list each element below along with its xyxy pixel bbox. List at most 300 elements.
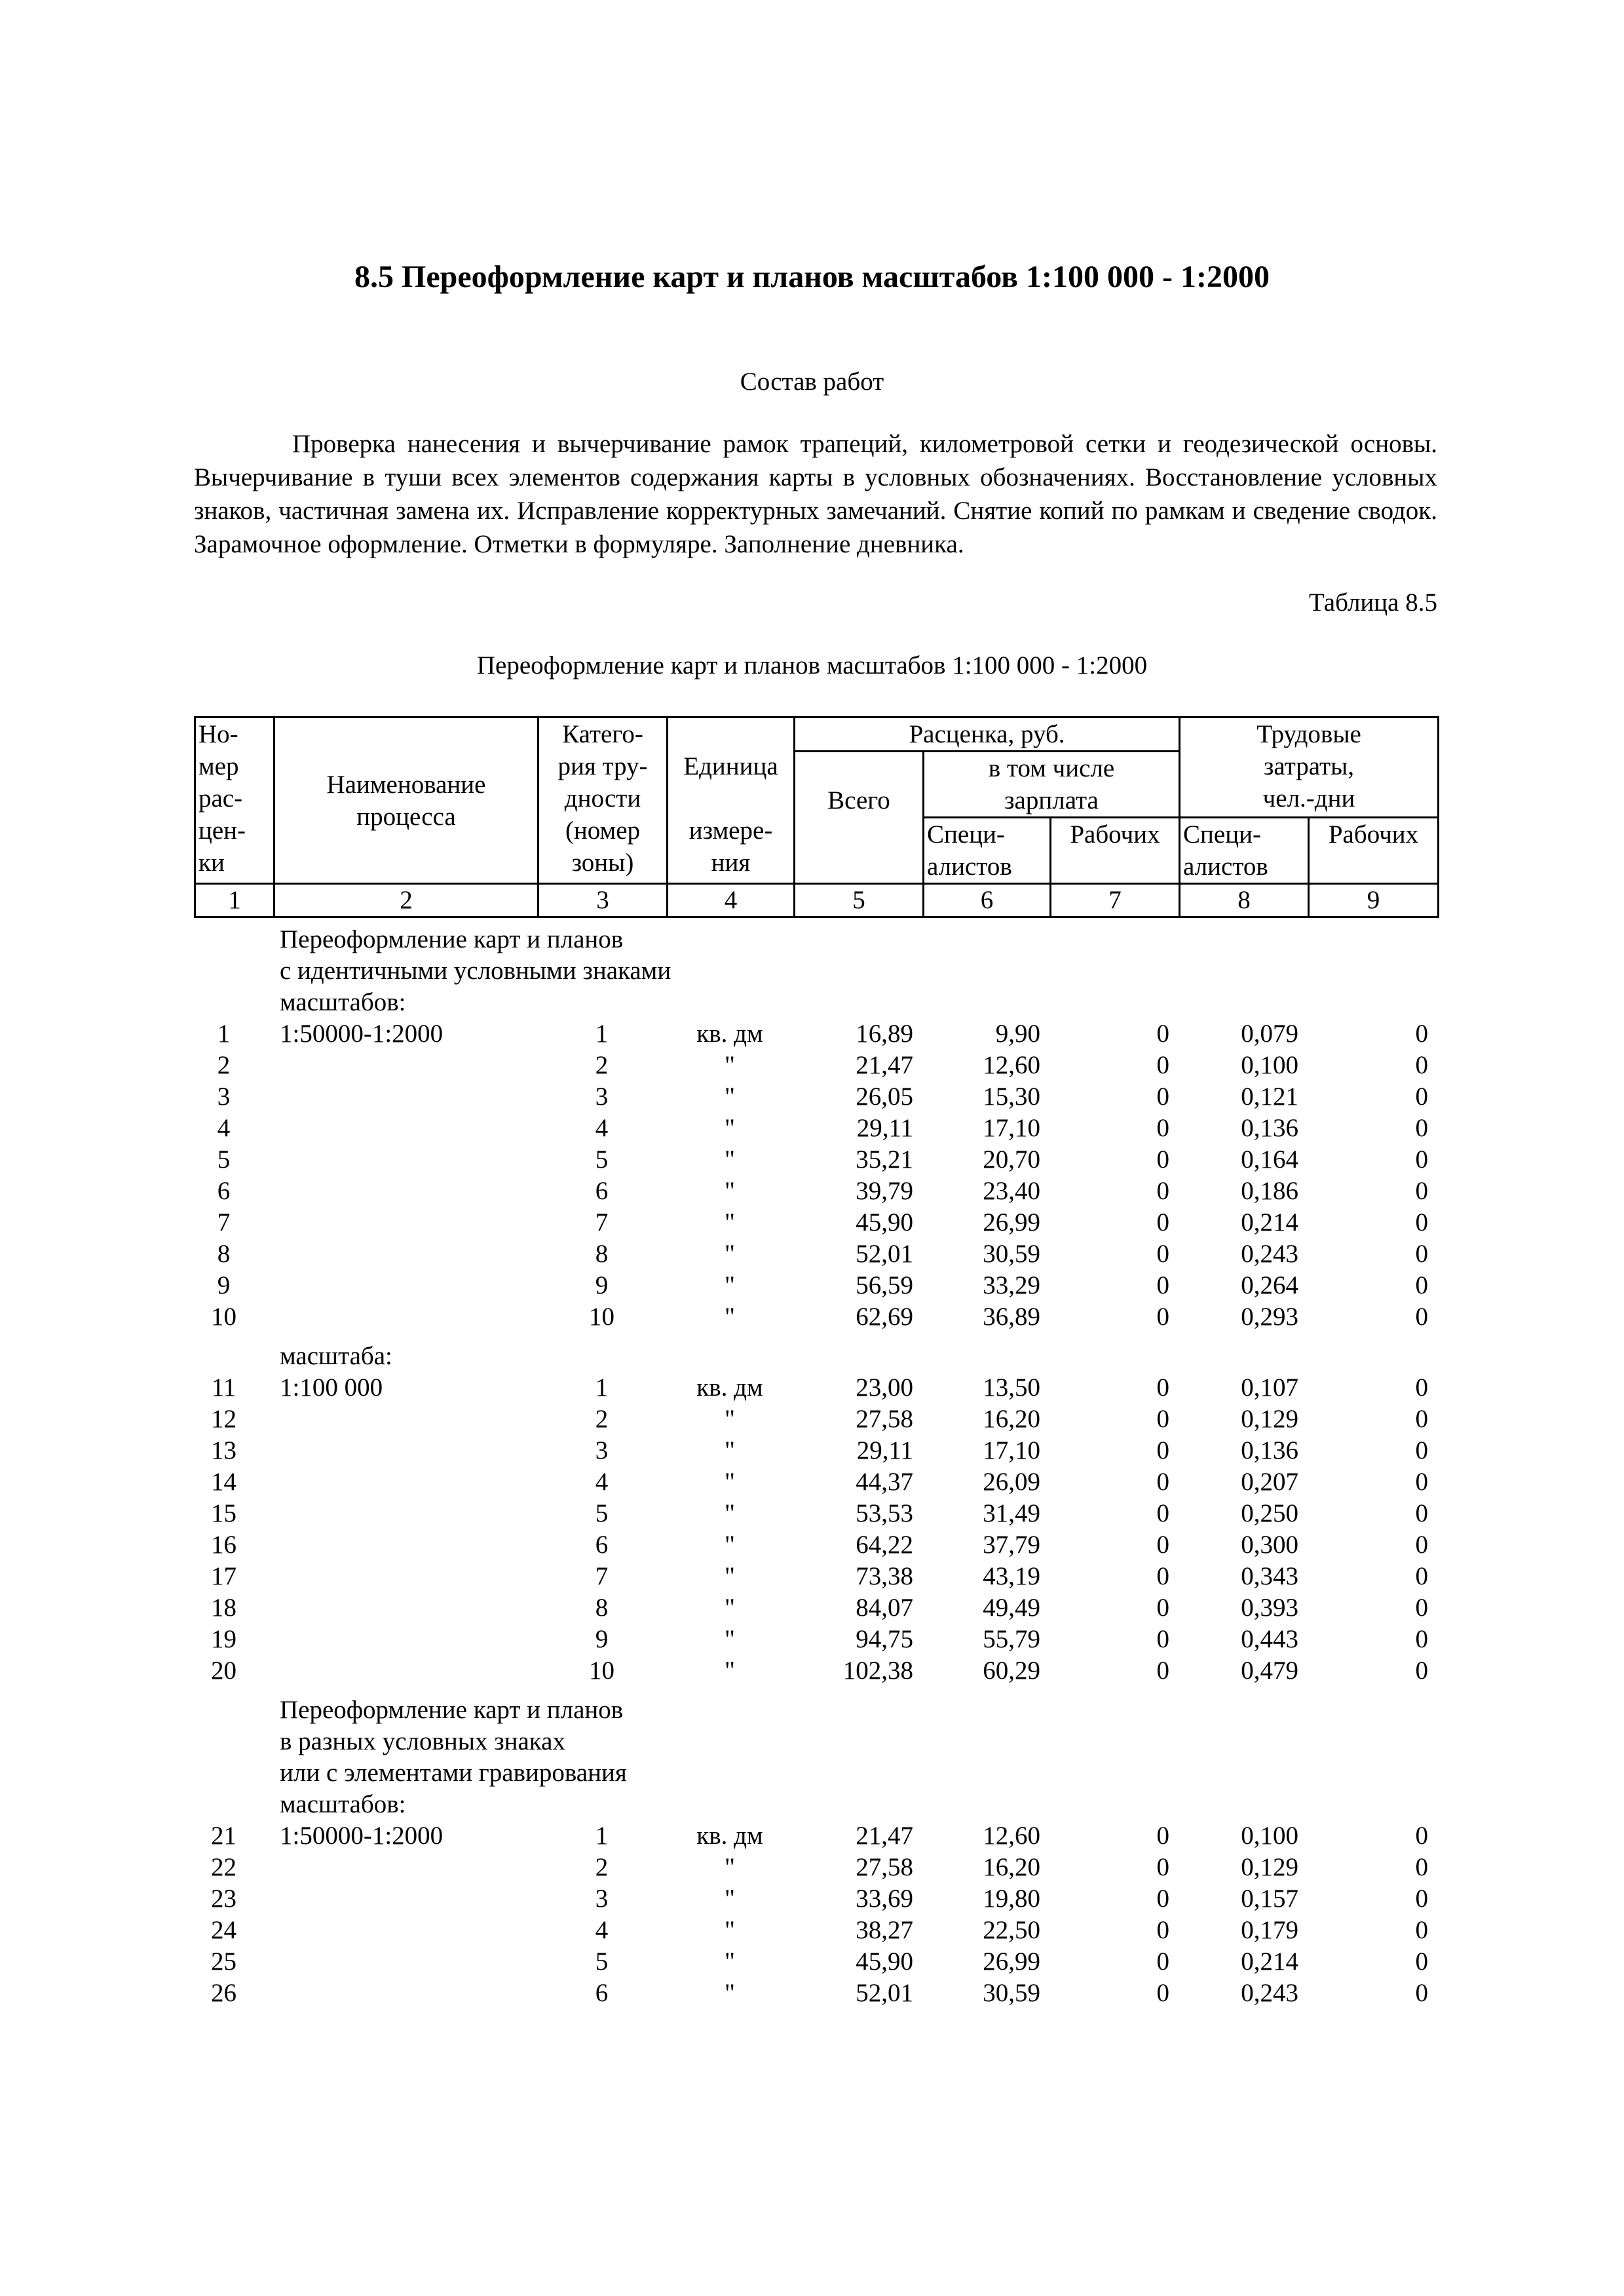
table-row (194, 1270, 1437, 1301)
column-number: 5 (795, 884, 924, 917)
table-cell: " (725, 1625, 735, 1653)
table-cell: 0 (1415, 1114, 1429, 1142)
table-row (194, 1946, 1437, 1978)
column-number: 7 (1051, 884, 1180, 917)
table-cell: 45,90 (856, 1208, 913, 1236)
table-cell: 0,100 (1241, 1051, 1298, 1079)
table-cell: 0 (1415, 1373, 1429, 1402)
table-cell: 5 (595, 1947, 609, 1976)
table-cell: 0 (1156, 1594, 1169, 1622)
table-cell: 9 (595, 1271, 609, 1299)
table-row (194, 1081, 1437, 1113)
table-cell: 27,58 (856, 1405, 913, 1433)
table-cell: 33,29 (983, 1271, 1040, 1299)
section-heading-row (194, 924, 1437, 955)
table-cell: " (725, 1885, 735, 1913)
table-cell: 16,20 (983, 1405, 1040, 1433)
section-heading-row (194, 1757, 1437, 1789)
table-cell: 0,129 (1241, 1853, 1298, 1881)
table-cell: 0 (1415, 1562, 1429, 1590)
table-cell: 0 (1415, 1436, 1429, 1464)
table-cell: 0,250 (1241, 1499, 1298, 1527)
table-cell: 7 (595, 1562, 609, 1590)
table-cell: 0 (1156, 1177, 1169, 1205)
table-cell: 60,29 (983, 1656, 1040, 1685)
table-cell: " (725, 1594, 735, 1622)
table-cell: 0 (1415, 1303, 1429, 1331)
table-cell: 16,20 (983, 1853, 1040, 1881)
table-cell: " (725, 1405, 735, 1433)
table-cell: " (725, 1947, 735, 1976)
table-row (194, 1498, 1437, 1529)
header-process-name: Наименование процесса (274, 718, 538, 884)
table-cell: 2 (595, 1405, 609, 1433)
table-cell: 0 (1415, 1208, 1429, 1236)
table-cell: " (725, 1082, 735, 1111)
header-unit: Единица измере- ния (668, 718, 795, 884)
table-cell: " (725, 1436, 735, 1464)
table-cell: 6 (217, 1177, 231, 1205)
table-cell: 0,186 (1241, 1177, 1298, 1205)
table-cell (273, 1081, 537, 1113)
table-row (194, 1372, 1437, 1404)
table-cell: 26,05 (856, 1082, 913, 1111)
table-cell: 16,89 (856, 1020, 913, 1048)
section-heading-row (194, 1341, 1437, 1372)
table-cell: 3 (217, 1082, 231, 1111)
table-cell: 0,079 (1241, 1020, 1298, 1048)
table-cell: 13 (211, 1436, 236, 1464)
table-cell: 11 (211, 1373, 236, 1402)
table-cell: 49,49 (983, 1594, 1040, 1622)
table-cell: 10 (589, 1656, 614, 1685)
table-cell: 0 (1415, 1145, 1429, 1174)
table-caption: Переоформление карт и планов масштабов 1:100 000 - 1:2000 (476, 651, 1148, 679)
table-cell: 8 (595, 1240, 609, 1268)
table-cell: 39,79 (856, 1177, 913, 1205)
table-cell: 0,293 (1241, 1303, 1298, 1331)
table-cell: 4 (595, 1468, 609, 1496)
table-cell: 44,37 (856, 1468, 913, 1496)
table-cell: 62,69 (856, 1303, 913, 1331)
header-number: Но- мер рас- цен- ки (195, 718, 274, 884)
table-cell: 6 (595, 1177, 609, 1205)
table-cell: 0 (1415, 1979, 1429, 2007)
table-cell: 3 (595, 1436, 609, 1464)
section-subtitle: Состав работ (740, 368, 884, 396)
section-heading: масштабов: (280, 988, 406, 1016)
section-heading: Переоформление карт и планов (280, 925, 624, 953)
table-cell (273, 1883, 537, 1915)
table-row (194, 1050, 1437, 1081)
table-cell: 1 (595, 1373, 609, 1402)
table-cell: 10 (211, 1303, 236, 1331)
table-cell: 1:50000-1:2000 (280, 1020, 444, 1048)
table-cell: 0,243 (1241, 1240, 1298, 1268)
table-cell: 0,179 (1241, 1916, 1298, 1944)
table-row (194, 1113, 1437, 1144)
section-heading-row (194, 1726, 1437, 1757)
header-column-numbers (195, 884, 1439, 917)
table-cell: 0 (1156, 1271, 1169, 1299)
table-cell: 26 (211, 1979, 236, 2007)
table-cell (273, 1655, 537, 1687)
table-cell: 0 (1156, 1240, 1169, 1268)
table-row (194, 1435, 1437, 1466)
table-cell: 0,393 (1241, 1594, 1298, 1622)
table-cell: 0 (1156, 1656, 1169, 1685)
table-cell: 1:100 000 (280, 1373, 383, 1402)
section-gap (194, 1687, 1437, 1694)
table-cell: 0 (1156, 1916, 1169, 1944)
table-cell: " (725, 1051, 735, 1079)
table-cell: 0 (1415, 1885, 1429, 1913)
table-cell: 0,136 (1241, 1114, 1298, 1142)
table-cell: " (725, 1656, 735, 1685)
table-cell: 30,59 (983, 1240, 1040, 1268)
table-cell: 0 (1156, 1947, 1169, 1976)
table-cell: 0 (1156, 1373, 1169, 1402)
section-heading-row (194, 1694, 1437, 1726)
table-cell: 9 (595, 1625, 609, 1653)
table-cell: 0,343 (1241, 1562, 1298, 1590)
table-cell: 8 (595, 1594, 609, 1622)
table-cell: 22 (211, 1853, 236, 1881)
table-body (194, 924, 1437, 2009)
table-row (194, 1883, 1437, 1915)
table-row (194, 1915, 1437, 1946)
section-heading: в разных условных знаках (280, 1727, 565, 1755)
table-cell: 24 (211, 1916, 236, 1944)
table-cell: 27,58 (856, 1853, 913, 1881)
table-row (194, 1301, 1437, 1333)
table-cell: 9 (217, 1271, 231, 1299)
table-cell: 29,11 (856, 1436, 913, 1464)
table-cell: 21,47 (856, 1822, 913, 1850)
table-cell: 12,60 (983, 1051, 1040, 1079)
table-cell: 0 (1415, 1822, 1429, 1850)
table-cell: 17,10 (983, 1436, 1040, 1464)
table-cell: 0,107 (1241, 1373, 1298, 1402)
table-cell: 19,80 (983, 1885, 1040, 1913)
table-cell: 0 (1415, 1051, 1429, 1079)
column-number: 2 (274, 884, 538, 917)
table-cell: 15 (211, 1499, 236, 1527)
column-number: 9 (1309, 884, 1439, 917)
table-cell: " (725, 1916, 735, 1944)
table-cell: 26,99 (983, 1947, 1040, 1976)
table-cell: " (725, 1303, 735, 1331)
table-cell (273, 1978, 537, 2009)
table-cell: 17,10 (983, 1114, 1040, 1142)
table-cell: 36,89 (983, 1303, 1040, 1331)
table-cell: 4 (217, 1114, 231, 1142)
table-cell: 0,136 (1241, 1436, 1298, 1464)
table-cell: кв. дм (696, 1373, 763, 1402)
table-cell (273, 1144, 537, 1176)
table-cell: 6 (595, 1531, 609, 1559)
table-cell: 55,79 (983, 1625, 1040, 1653)
table-cell: 22,50 (983, 1916, 1040, 1944)
table-cell: 102,38 (842, 1656, 913, 1685)
table-cell (273, 1050, 537, 1081)
table-row (194, 1144, 1437, 1176)
table-cell (273, 1301, 537, 1333)
table-row (194, 1592, 1437, 1624)
table-cell: кв. дм (696, 1822, 763, 1850)
table-cell: 0,443 (1241, 1625, 1298, 1653)
table-cell: 7 (595, 1208, 609, 1236)
table-cell: 12,60 (983, 1822, 1040, 1850)
table-cell (273, 1435, 537, 1466)
table-cell: 0 (1156, 1562, 1169, 1590)
section-heading-row (194, 1789, 1437, 1820)
table-cell: 16 (211, 1531, 236, 1559)
table-row (194, 1238, 1437, 1270)
section-heading: с идентичными условными знаками (280, 957, 671, 985)
table-cell: 0 (1156, 1468, 1169, 1496)
table-cell: 17 (211, 1562, 236, 1590)
header-specialists: Специ- алистов (924, 818, 1051, 884)
table-cell: 56,59 (856, 1271, 913, 1299)
table-cell: 0 (1415, 1020, 1429, 1048)
table-cell: 0 (1156, 1082, 1169, 1111)
table-cell: " (725, 1145, 735, 1174)
column-number: 1 (195, 884, 274, 917)
table-cell: 94,75 (856, 1625, 913, 1653)
table-cell: 0 (1415, 1082, 1429, 1111)
table-cell: 14 (211, 1468, 236, 1496)
table-cell: 37,79 (983, 1531, 1040, 1559)
table-cell: 23,00 (856, 1373, 913, 1402)
table-cell (273, 1176, 537, 1207)
table-cell: 0,121 (1241, 1082, 1298, 1111)
table-row (194, 1404, 1437, 1435)
table-cell: 52,01 (856, 1240, 913, 1268)
table-cell (273, 1498, 537, 1529)
table-cell: 0,214 (1241, 1947, 1298, 1976)
table-cell: 0 (1156, 1853, 1169, 1881)
table-cell: 21,47 (856, 1051, 913, 1079)
table-cell: 0 (1415, 1594, 1429, 1622)
table-cell: 25 (211, 1947, 236, 1976)
table-cell: 10 (589, 1303, 614, 1331)
header-workers: Рабочих (1051, 818, 1180, 884)
section-heading-row (194, 987, 1437, 1018)
table-cell: 26,09 (983, 1468, 1040, 1496)
section-heading-row (194, 955, 1437, 987)
table-cell: 1:50000-1:2000 (280, 1822, 444, 1850)
table-cell: 7 (217, 1208, 231, 1236)
table-row (194, 1820, 1437, 1852)
table-label: Таблица 8.5 (1308, 588, 1437, 617)
table-cell: 0 (1156, 1020, 1169, 1048)
header-price-group: Расценка, руб. (795, 718, 1180, 752)
table-cell: 0,214 (1241, 1208, 1298, 1236)
table-cell: 5 (217, 1145, 231, 1174)
table-cell: 3 (595, 1885, 609, 1913)
header-labor-workers: Рабочих (1309, 818, 1439, 884)
table-cell: 8 (217, 1240, 231, 1268)
section-heading: Переоформление карт и планов (280, 1696, 624, 1724)
table-cell: 5 (595, 1499, 609, 1527)
table-row (194, 1176, 1437, 1207)
table-cell: 13,50 (983, 1373, 1040, 1402)
table-row (194, 1207, 1437, 1238)
table-cell: " (725, 1562, 735, 1590)
table-cell: " (725, 1979, 735, 2007)
table-cell: 1 (217, 1020, 231, 1048)
column-number: 3 (538, 884, 668, 917)
table-cell: 4 (595, 1916, 609, 1944)
table-cell: 20 (211, 1656, 236, 1685)
table-cell: 0 (1156, 1822, 1169, 1850)
table-cell: " (725, 1499, 735, 1527)
table-row (194, 1529, 1437, 1561)
table-cell: 2 (217, 1051, 231, 1079)
table-cell: " (725, 1114, 735, 1142)
table-cell: " (725, 1468, 735, 1496)
table-cell: 1 (595, 1020, 609, 1048)
table-cell: кв. дм (696, 1020, 763, 1048)
table-cell: 43,19 (983, 1562, 1040, 1590)
table-cell (273, 1624, 537, 1655)
table-cell: " (725, 1271, 735, 1299)
table-cell: 84,07 (856, 1594, 913, 1622)
table-cell: 64,22 (856, 1531, 913, 1559)
intro-paragraph: Проверка нанесения и вычерчивание рамок трапеций, километровой сетки и геодезической основы. Вычерчивание в туши всех элементов содержания карты в условных обозначениях. Восстановление условных знаков, частичная замена их. Исправление корректурных замечаний. Снятие копий по рамкам и сведение сводок. Зарамочное оформление. Отметки в формуляре. Заполнение дневника. (194, 430, 1437, 558)
table-cell: 0 (1415, 1177, 1429, 1205)
table-cell: 5 (595, 1145, 609, 1174)
table-row (194, 1561, 1437, 1592)
table-cell: 53,53 (856, 1499, 913, 1527)
table-cell: 0,157 (1241, 1885, 1298, 1913)
table-cell: 0,479 (1241, 1656, 1298, 1685)
table-cell (273, 1207, 537, 1238)
table-cell: 45,90 (856, 1947, 913, 1976)
table-cell: 0 (1415, 1853, 1429, 1881)
section-heading: или с элементами гравирования (280, 1759, 627, 1787)
header-category: Катего- рия тру- дности (номер зоны) (538, 718, 668, 884)
table-row (194, 1655, 1437, 1687)
table-cell: 2 (595, 1051, 609, 1079)
column-number: 4 (668, 884, 795, 917)
table-cell: 0 (1156, 1303, 1169, 1331)
table-cell: 52,01 (856, 1979, 913, 2007)
table-row (194, 1466, 1437, 1498)
table-cell: 0,243 (1241, 1979, 1298, 2007)
table-cell: 0,164 (1241, 1145, 1298, 1174)
table-cell: 0 (1156, 1208, 1169, 1236)
table-cell: 23,40 (983, 1177, 1040, 1205)
table-cell: 0 (1415, 1947, 1429, 1976)
table-row (194, 1852, 1437, 1883)
table-cell: 9,90 (995, 1020, 1040, 1048)
page-title: 8.5 Переоформление карт и планов масштабов 1:100 000 - 1:2000 (354, 259, 1270, 294)
column-number: 6 (924, 884, 1051, 917)
table-cell: 0,100 (1241, 1822, 1298, 1850)
table-cell (273, 1592, 537, 1624)
table-cell: 0 (1156, 1145, 1169, 1174)
table-cell: 6 (595, 1979, 609, 2007)
table-cell: 0 (1415, 1656, 1429, 1685)
table-cell: 29,11 (856, 1114, 913, 1142)
table-cell: 0,207 (1241, 1468, 1298, 1496)
table-cell: 0 (1156, 1625, 1169, 1653)
table-cell: 33,69 (856, 1885, 913, 1913)
table-cell: " (725, 1853, 735, 1881)
table-cell: 35,21 (856, 1145, 913, 1174)
header-including: в том числе зарплата (924, 752, 1180, 818)
table-cell: 0,264 (1241, 1271, 1298, 1299)
table-cell: 1 (595, 1822, 609, 1850)
section-gap (194, 1333, 1437, 1341)
table-cell: 0 (1415, 1468, 1429, 1496)
column-number: 8 (1180, 884, 1309, 917)
table-cell: 0 (1156, 1051, 1169, 1079)
table-cell: 15,30 (983, 1082, 1040, 1111)
section-heading: масштабов: (280, 1790, 406, 1818)
table-cell: 0 (1415, 1531, 1429, 1559)
section-heading: масштаба: (280, 1342, 392, 1370)
table-cell: 0 (1415, 1405, 1429, 1433)
table-cell: 0 (1156, 1436, 1169, 1464)
table-cell (273, 1113, 537, 1144)
header-labor-group: Трудовые затраты, чел.-дни (1180, 718, 1439, 818)
table-row (194, 1978, 1437, 2009)
table-cell: 4 (595, 1114, 609, 1142)
table-cell: " (725, 1208, 735, 1236)
table-row (194, 1624, 1437, 1655)
table-cell: 0 (1415, 1916, 1429, 1944)
table-cell: 73,38 (856, 1562, 913, 1590)
table-cell: 0 (1415, 1271, 1429, 1299)
table-cell: 0 (1156, 1499, 1169, 1527)
table-cell (273, 1404, 537, 1435)
table-row (194, 1018, 1437, 1050)
table-cell: 0 (1156, 1531, 1169, 1559)
table-cell (273, 1238, 537, 1270)
table-cell: " (725, 1177, 735, 1205)
table-cell: 0 (1415, 1625, 1429, 1653)
table-cell (273, 1852, 537, 1883)
table-cell: 0 (1156, 1114, 1169, 1142)
table-cell: 0 (1415, 1499, 1429, 1527)
header-total: Всего (795, 752, 924, 884)
table-cell: 0,300 (1241, 1531, 1298, 1559)
header-labor-specialists: Специ- алистов (1180, 818, 1309, 884)
table-cell: 26,99 (983, 1208, 1040, 1236)
table-cell (273, 1529, 537, 1561)
table-cell: 2 (595, 1853, 609, 1881)
table-cell (273, 1915, 537, 1946)
table-cell: 31,49 (983, 1499, 1040, 1527)
table-cell: 0 (1156, 1979, 1169, 2007)
table-cell: " (725, 1240, 735, 1268)
table-cell: 12 (211, 1405, 236, 1433)
table-cell: " (725, 1531, 735, 1559)
table-header (194, 716, 1439, 918)
table-cell: 19 (211, 1625, 236, 1653)
table-cell: 38,27 (856, 1916, 913, 1944)
table-cell (273, 1466, 537, 1498)
table-cell: 0 (1415, 1240, 1429, 1268)
table-cell: 18 (211, 1594, 236, 1622)
table-cell: 23 (211, 1885, 236, 1913)
table-cell: 20,70 (983, 1145, 1040, 1174)
table-cell: 0 (1156, 1405, 1169, 1433)
table-cell: 21 (211, 1822, 236, 1850)
